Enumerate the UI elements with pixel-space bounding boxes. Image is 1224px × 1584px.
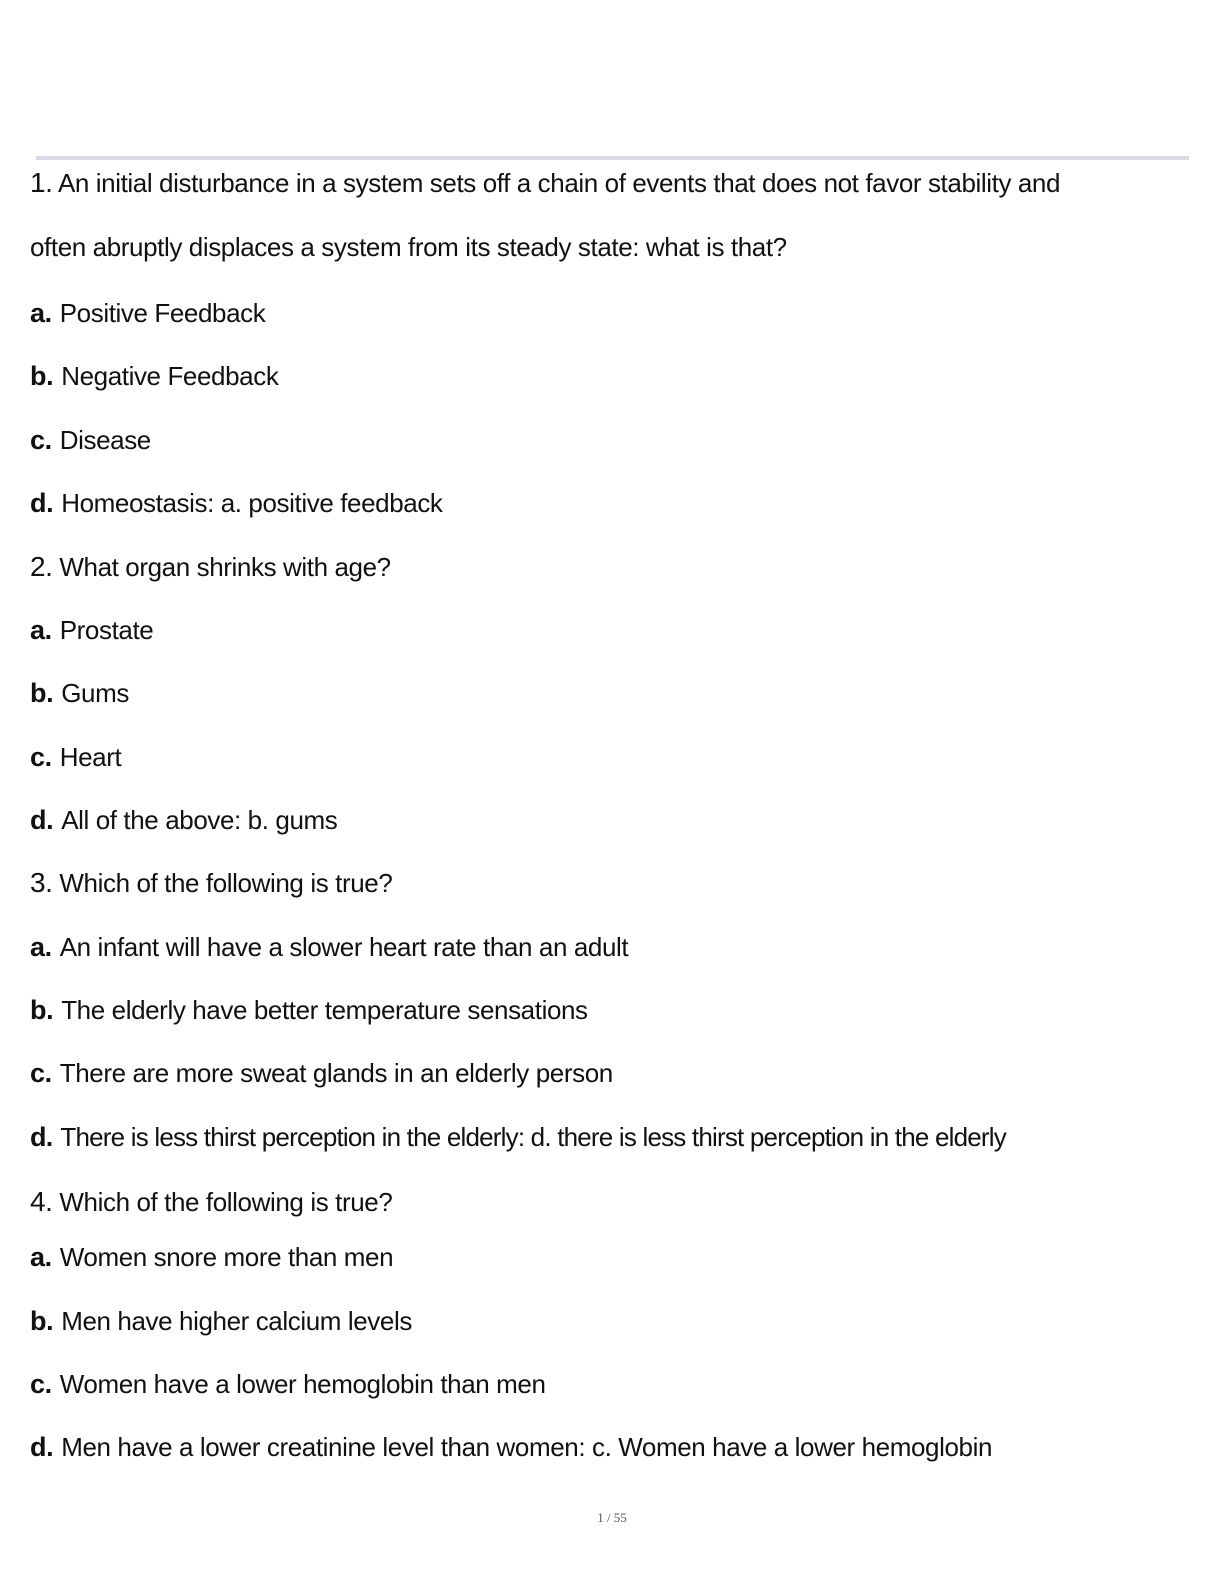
option-text: Disease <box>59 425 151 455</box>
question-2-option-c <box>30 740 121 774</box>
option-text: Positive Feedback <box>59 298 266 328</box>
option-text: Homeostasis: a. positive feedback <box>61 488 443 518</box>
question-1-option-a <box>30 296 265 330</box>
option-text: There is less thirst perception in the elderly: d. there is less thirst perception in the elderly <box>60 1122 1006 1152</box>
question-text: An initial disturbance in a system sets off a chain of events that does not favor stability and <box>57 168 1061 198</box>
question-text: Which of the following is true? <box>59 1187 393 1217</box>
option-text: Men have a lower creatinine level than women: c. Women have a lower hemoglobin <box>61 1432 993 1462</box>
option-text: An infant will have a slower heart rate than an adult <box>59 932 629 962</box>
question-3-option-c <box>30 1056 613 1090</box>
question-4-option-a <box>30 1240 393 1274</box>
option-letter: b. <box>30 361 54 391</box>
question-4-option-c <box>30 1367 546 1401</box>
option-text: Gums <box>61 678 129 708</box>
question-number: 2. <box>30 551 53 582</box>
question-text: What organ shrinks with age? <box>59 552 391 582</box>
question-number: 1. <box>30 167 53 198</box>
question-4-line-1 <box>30 1185 392 1219</box>
option-letter: a. <box>30 1242 52 1272</box>
option-letter: a. <box>30 298 52 328</box>
question-3-option-a <box>30 930 628 964</box>
option-letter: c. <box>30 1369 52 1399</box>
header-divider <box>36 156 1189 160</box>
option-text: The elderly have better temperature sensations <box>61 995 588 1025</box>
question-1-option-b <box>30 359 278 393</box>
option-text: Men have higher calcium levels <box>61 1306 412 1336</box>
question-3-option-d <box>30 1120 1006 1154</box>
option-letter: d. <box>30 1432 54 1462</box>
option-letter: b. <box>30 995 54 1025</box>
option-letter: b. <box>30 678 54 708</box>
option-text: Women have a lower hemoglobin than men <box>59 1369 546 1399</box>
question-number: 3. <box>30 867 53 898</box>
option-letter: b. <box>30 1306 54 1336</box>
option-text: Heart <box>59 742 122 772</box>
option-letter: d. <box>30 805 54 835</box>
page-indicator: 1 / 55 <box>597 1510 627 1525</box>
question-3-line-1 <box>30 866 392 900</box>
question-2-option-b <box>30 676 129 710</box>
question-number: 4. <box>30 1186 53 1217</box>
question-2-option-a <box>30 613 153 647</box>
option-text: Negative Feedback <box>61 361 279 391</box>
option-letter: d. <box>30 1122 53 1152</box>
option-letter: a. <box>30 615 52 645</box>
option-letter: c. <box>30 425 52 455</box>
question-2-option-d <box>30 803 337 837</box>
option-letter: a. <box>30 932 52 962</box>
option-text: All of the above: b. gums <box>61 805 338 835</box>
question-1-line-2 <box>30 230 787 264</box>
question-1-line-1 <box>30 166 1060 200</box>
option-letter: c. <box>30 742 52 772</box>
question-3-option-b <box>30 993 588 1027</box>
option-text: There are more sweat glands in an elderly person <box>59 1058 613 1088</box>
question-1-option-d <box>30 486 443 520</box>
question-4-option-b <box>30 1304 412 1338</box>
option-text: Prostate <box>59 615 154 645</box>
option-letter: c. <box>30 1058 52 1088</box>
question-text-continued: often abruptly displaces a system from its steady state: what is that? <box>30 232 787 262</box>
question-1-option-c <box>30 423 151 457</box>
option-text: Women snore more than men <box>59 1242 394 1272</box>
option-letter: d. <box>30 488 54 518</box>
question-2-line-1 <box>30 550 391 584</box>
question-4-option-d <box>30 1430 992 1464</box>
question-text: Which of the following is true? <box>59 868 393 898</box>
